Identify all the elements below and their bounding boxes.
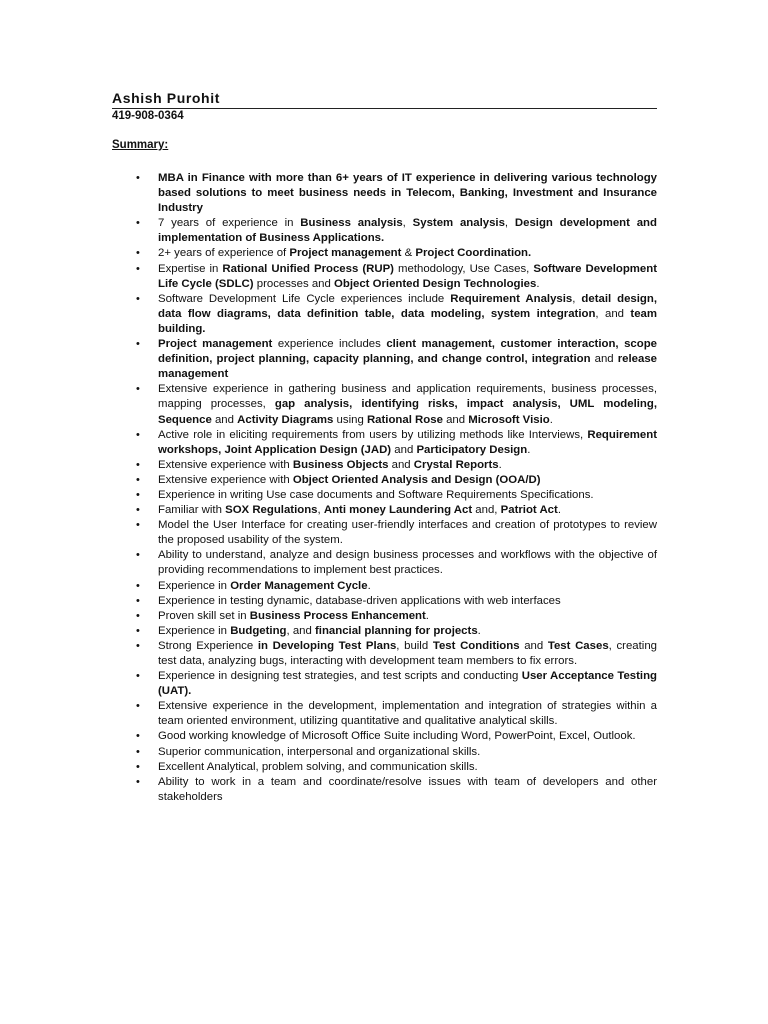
candidate-name: Ashish Purohit xyxy=(112,90,220,106)
bullet-icon: • xyxy=(136,519,140,532)
bold-run: Anti money Laundering Act xyxy=(323,504,473,517)
bullet-icon: • xyxy=(136,473,140,486)
summary-item xyxy=(112,292,657,337)
summary-item-text xyxy=(158,670,657,697)
text-run: Strong Experience xyxy=(158,639,258,652)
summary-item-text xyxy=(158,640,657,667)
text-run: Extensive experience in gathering business and application requirements, business processes, mapping processes, xyxy=(158,383,657,411)
bold-run: Test Conditions xyxy=(432,639,520,652)
summary-item-text xyxy=(158,172,657,214)
text-run: and, xyxy=(472,504,501,517)
text-run: and xyxy=(590,353,618,366)
summary-item-text xyxy=(158,429,657,456)
text-run: . xyxy=(536,277,540,290)
summary-item xyxy=(112,216,657,246)
text-run: . xyxy=(527,443,531,456)
bullet-icon: • xyxy=(136,262,140,275)
text-run: . xyxy=(557,504,561,517)
summary-item xyxy=(112,639,657,669)
text-run: 7 years of experience in xyxy=(158,217,301,230)
summary-item xyxy=(112,729,657,744)
bullet-icon: • xyxy=(136,292,140,305)
text-run: Experience in writing Use case documents and Software Requirements Specifications. xyxy=(158,488,594,501)
bullet-icon: • xyxy=(136,760,140,773)
text-run: and xyxy=(388,458,414,471)
text-run: Expertise in xyxy=(158,262,223,275)
text-run: methodology, Use Cases, xyxy=(393,262,534,275)
text-run: , and xyxy=(595,307,631,320)
text-run: and xyxy=(211,413,238,426)
text-run: Experience in designing test strategies, and test scripts and conducting xyxy=(158,670,522,683)
bold-run: Software Development Life Cycle (SDLC) xyxy=(158,262,657,290)
summary-item xyxy=(112,337,657,382)
bold-run: Crystal Reports xyxy=(413,458,499,471)
text-run: processes and xyxy=(253,277,334,290)
summary-item xyxy=(112,594,657,609)
summary-item-text xyxy=(158,383,657,425)
bold-run: release management xyxy=(158,353,657,381)
summary-item-text xyxy=(158,247,531,259)
text-run: Ability to work in a team and coordinate/resolve issues with team of developers and other stakeholders xyxy=(158,775,657,803)
text-run: & xyxy=(401,247,416,260)
bold-run: Project management xyxy=(289,247,402,260)
summary-item xyxy=(112,503,657,518)
bullet-icon: • xyxy=(136,458,140,471)
summary-item xyxy=(112,428,657,458)
text-run: , creating test data, analyzing bugs, interacting with development team members to fix errors. xyxy=(158,639,657,667)
summary-item-text xyxy=(158,595,561,607)
summary-item-text xyxy=(158,776,657,803)
bold-run: Requirement Analysis xyxy=(450,292,573,305)
bold-run: Requirement workshops, Joint Application Design (JAD) xyxy=(158,428,657,456)
bold-run: detail design, data flow diagrams, data definition table, data modeling, system integration xyxy=(158,292,657,320)
text-run: , xyxy=(504,217,515,230)
bullet-icon: • xyxy=(136,745,140,758)
text-run: . xyxy=(498,458,502,471)
bullet-icon: • xyxy=(136,504,140,517)
text-run: experience includes xyxy=(272,338,387,351)
bullet-icon: • xyxy=(136,730,140,743)
text-run: 2+ years of experience of xyxy=(158,247,290,260)
bullet-icon: • xyxy=(136,700,140,713)
text-run: and xyxy=(391,443,417,456)
text-run: Proven skill set in xyxy=(158,609,250,622)
summary-item xyxy=(112,699,657,729)
bullet-icon: • xyxy=(136,383,140,396)
bold-run: Order Management Cycle xyxy=(230,579,368,592)
text-run: , xyxy=(317,504,324,517)
summary-item-text xyxy=(158,217,657,244)
summary-item xyxy=(112,579,657,594)
bold-run: SOX Regulations xyxy=(225,504,318,517)
bold-run: User Acceptance Testing (UAT). xyxy=(158,670,657,698)
summary-item xyxy=(112,624,657,639)
summary-item-text xyxy=(158,746,480,758)
bullet-icon: • xyxy=(136,247,140,260)
bullet-icon: • xyxy=(136,579,140,592)
text-run: . xyxy=(367,579,371,592)
summary-item-text xyxy=(158,489,594,501)
bold-run: System analysis xyxy=(412,217,505,230)
summary-item xyxy=(112,669,657,699)
bullet-icon: • xyxy=(136,670,140,683)
summary-item xyxy=(112,171,657,216)
summary-item xyxy=(112,775,657,805)
bold-run: Object Oriented Analysis and Design (OOA/D) xyxy=(292,473,541,486)
text-run: Superior communication, interpersonal and organizational skills. xyxy=(158,745,481,758)
summary-item-text xyxy=(158,580,371,592)
text-run: Familiar with xyxy=(158,504,226,517)
summary-item-text xyxy=(158,519,657,546)
bold-run: Test Cases xyxy=(547,639,609,652)
text-run: Experience in xyxy=(158,624,231,637)
text-run: Active role in eliciting requirements from users by utilizing methods like Interviews, xyxy=(158,428,588,441)
bold-run: Object Oriented Design Technologies xyxy=(334,277,537,290)
text-run: Excellent Analytical, problem solving, and communication skills. xyxy=(158,760,478,773)
bold-run: MBA in Finance with more than 6+ years of IT experience in delivering various technology based solutions to meet business needs in Telecom, Banking, Investment and Insurance Industry xyxy=(158,172,657,215)
bullet-icon: • xyxy=(136,609,140,622)
bold-run: client management, customer interaction, scope definition, project planning, capacity planning, and change control, integration xyxy=(158,338,657,366)
summary-list xyxy=(112,171,657,805)
text-run: , build xyxy=(396,639,433,652)
text-run: . xyxy=(549,413,553,426)
bullet-icon: • xyxy=(136,775,140,788)
bullet-icon: • xyxy=(136,594,140,607)
summary-item-text xyxy=(158,474,541,486)
bold-run: Business analysis xyxy=(300,217,403,230)
bold-run: Patriot Act xyxy=(500,504,558,517)
text-run: . xyxy=(425,609,429,622)
bullet-icon: • xyxy=(136,338,140,351)
summary-item xyxy=(112,488,657,503)
text-run: and xyxy=(442,413,469,426)
summary-item-text xyxy=(158,504,561,516)
bold-run: Activity Diagrams xyxy=(237,413,334,426)
bullet-icon: • xyxy=(136,172,140,184)
text-run: Extensive experience in the development, implementation and integration of strategies within a team oriented environment, utilizing quantitative and qualitative analytical skills. xyxy=(158,700,657,728)
bullet-icon: • xyxy=(136,549,140,562)
header-divider xyxy=(112,108,657,109)
bold-run: Business Objects xyxy=(292,458,389,471)
bold-run: Rational Unified Process (RUP) xyxy=(222,262,394,275)
bullet-icon: • xyxy=(136,624,140,637)
bold-run: Project management xyxy=(158,338,273,351)
summary-item-text xyxy=(158,459,502,471)
summary-item xyxy=(112,609,657,624)
bullet-icon: • xyxy=(136,428,140,441)
summary-item xyxy=(112,745,657,760)
text-run: . xyxy=(477,624,481,637)
summary-item-text xyxy=(158,625,481,637)
summary-heading: Summary: xyxy=(112,139,169,151)
text-run: Ability to understand, analyze and design business processes and workflows with the objective of providing recommendations to implement best practices. xyxy=(158,549,657,577)
bold-run: gap analysis, identifying risks, impact analysis, UML modeling, Sequence xyxy=(158,398,657,426)
text-run: Experience in testing dynamic, database-driven applications with web interfaces xyxy=(158,594,561,607)
phone-number: 419-908-0364 xyxy=(112,110,184,122)
bold-run: Microsoft Visio xyxy=(468,413,550,426)
summary-item-text xyxy=(158,730,636,742)
text-run: , xyxy=(572,292,582,305)
text-run: Good working knowledge of Microsoft Office Suite including Word, PowerPoint, Excel, Outlook. xyxy=(158,730,636,743)
bold-run: Design development and implementation of Business Applications. xyxy=(158,217,657,245)
text-run: Extensive experience with xyxy=(158,458,293,471)
text-run: , and xyxy=(286,624,315,637)
summary-item-text xyxy=(158,263,657,290)
bold-run: financial planning for projects xyxy=(315,624,478,637)
summary-item xyxy=(112,473,657,488)
summary-item xyxy=(112,548,657,578)
summary-item-text xyxy=(158,338,657,380)
text-run: Model the User Interface for creating user-friendly interfaces and creation of prototypes to review the proposed usability of the system. xyxy=(158,519,657,547)
summary-item xyxy=(112,262,657,292)
bullet-icon: • xyxy=(136,488,140,501)
text-run: Software Development Life Cycle experiences include xyxy=(158,292,451,305)
summary-item-text xyxy=(158,761,478,773)
bold-run: Budgeting xyxy=(230,624,287,637)
text-run: Extensive experience with xyxy=(158,473,293,486)
bullet-icon: • xyxy=(136,639,140,652)
summary-item-text xyxy=(158,293,657,335)
bold-run: in Developing Test Plans xyxy=(257,639,397,652)
text-run: using xyxy=(333,413,367,426)
summary-item-text xyxy=(158,610,429,622)
bullet-icon: • xyxy=(136,217,140,230)
summary-item-text xyxy=(158,549,657,576)
summary-item xyxy=(112,382,657,427)
bold-run: Project Coordination. xyxy=(415,247,532,260)
text-run: , xyxy=(402,217,413,230)
text-run: and xyxy=(519,639,548,652)
summary-item xyxy=(112,760,657,775)
summary-item xyxy=(112,518,657,548)
summary-item-text xyxy=(158,700,657,727)
bold-run: team building. xyxy=(158,307,658,335)
bold-run: Rational Rose xyxy=(366,413,443,426)
bold-run: Participatory Design xyxy=(416,443,528,456)
summary-item xyxy=(112,246,657,261)
bold-run: Business Process Enhancement xyxy=(249,609,426,622)
summary-item xyxy=(112,458,657,473)
text-run: Experience in xyxy=(158,579,231,592)
